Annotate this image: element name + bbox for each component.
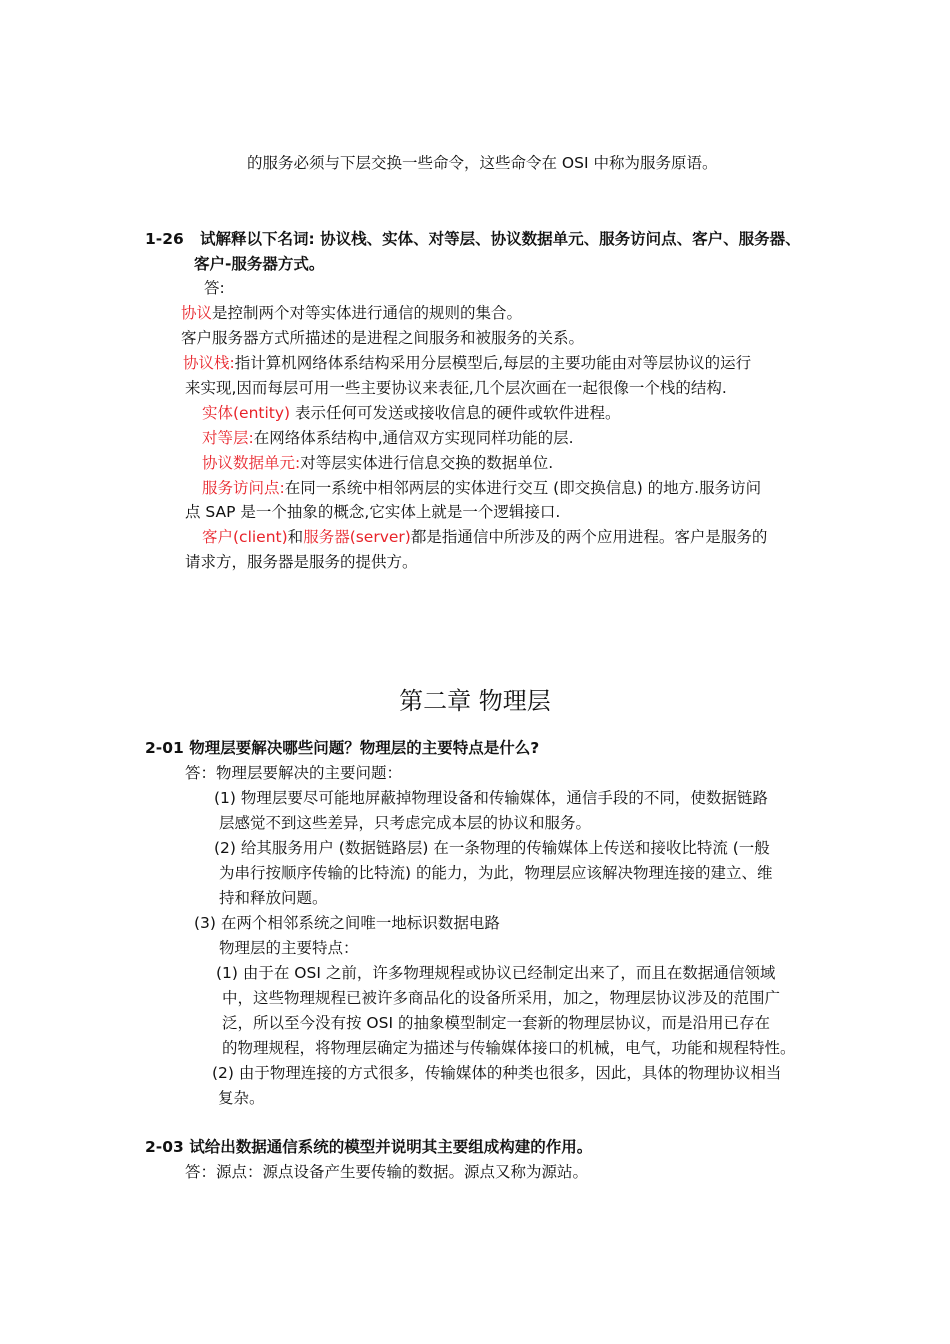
problem-2-line-3: 持和释放问题。 xyxy=(219,889,328,907)
continuation-text: 的服务必须与下层交换一些命令，这些命令在 OSI 中称为服务原语。 xyxy=(247,154,718,172)
sap-definition-cont: 点 SAP 是一个抽象的概念,它实体上就是一个逻辑接口. xyxy=(185,503,561,521)
question-1-26-heading xyxy=(145,229,801,249)
problem-1-line-2: 层感觉不到这些差异，只考虑完成本层的协议和服务。 xyxy=(219,814,592,832)
chapter-title: 第二章 物理层 xyxy=(399,687,551,715)
protocol-definition xyxy=(181,303,522,323)
entity-definition xyxy=(202,403,621,423)
definition-text: 指计算机网络体系结构采用分层模型后,每层的主要功能由对等层协议的运行 xyxy=(234,354,752,372)
feature-1-line-4: 的物理规程，将物理层确定为描述与传输媒体接口的机械，电气，功能和规程特性。 xyxy=(222,1039,796,1057)
feature-2-line-2: 复杂。 xyxy=(218,1089,265,1107)
definition-text: 是控制两个对等实体进行通信的规则的集合。 xyxy=(212,304,523,322)
term-entity: 实体(entity) xyxy=(202,404,291,422)
term-sap: 服务访问点: xyxy=(202,479,285,497)
sap-definition xyxy=(202,478,761,498)
definition-text: 表示任何可发送或接收信息的硬件或软件进程。 xyxy=(290,404,621,422)
question-number: 2-01 xyxy=(145,739,184,757)
question-number: 1-26 xyxy=(145,230,184,248)
pdu-definition xyxy=(202,453,553,473)
question-title: 试给出数据通信系统的模型并说明其主要组成构建的作用。 xyxy=(189,1138,593,1156)
term-server: 服务器(server) xyxy=(303,528,411,546)
feature-1-line-1: (1) 由于在 OSI 之前，许多物理规程或协议已经制定出来了，而且在数据通信领域 xyxy=(216,964,776,982)
definition-text: 在同一系统中相邻两层的实体进行交互 (即交换信息) 的地方.服务访问 xyxy=(284,479,762,497)
feature-1-line-2: 中，这些物理规程已被许多商品化的设备所采用，加之，物理层协议涉及的范围广 xyxy=(222,989,781,1007)
problem-3: (3) 在两个相邻系统之间唯一地标识数据电路 xyxy=(194,914,500,932)
and-word: 和 xyxy=(287,528,304,546)
features-label: 物理层的主要特点： xyxy=(219,939,359,957)
feature-2-line-1: (2) 由于物理连接的方式很多，传输媒体的种类也很多，因此，具体的物理协议相当 xyxy=(212,1064,782,1082)
term-protocol: 协议 xyxy=(181,304,213,322)
definition-text: 对等层实体进行信息交换的数据单位. xyxy=(300,454,554,472)
question-2-03-heading xyxy=(145,1137,592,1157)
client-server-definition xyxy=(202,527,767,547)
term-pdu: 协议数据单元: xyxy=(202,454,301,472)
term-peer-layer: 对等层: xyxy=(202,429,254,447)
definition-text: 都是指通信中所涉及的两个应用进程。客户是服务的 xyxy=(410,528,768,546)
client-server-sentence: 客户服务器方式所描述的是进程之间服务和被服务的关系。 xyxy=(181,329,585,347)
answer-intro: 答：物理层要解决的主要问题： xyxy=(185,764,403,782)
peer-layer-definition xyxy=(202,428,574,448)
feature-1-line-3: 泛，所以至今没有按 OSI 的抽象模型制定一套新的物理层协议，而是沿用已存在 xyxy=(222,1014,770,1032)
answer-source: 答：源点：源点设备产生要传输的数据。源点又称为源站。 xyxy=(185,1163,589,1181)
problem-2-line-2: 为串行按顺序传输的比特流) 的能力，为此，物理层应该解决物理连接的建立、维 xyxy=(219,864,773,882)
question-title: 物理层要解决哪些问题？物理层的主要特点是什么? xyxy=(189,739,540,757)
problem-2-line-1: (2) 给其服务用户 (数据链路层) 在一条物理的传输媒体上传送和接收比特流 (一般 xyxy=(214,839,770,857)
problem-1-line-1: (1) 物理层要尽可能地屏蔽掉物理设备和传输媒体，通信手段的不同，使数据链路 xyxy=(214,789,768,807)
client-server-definition-cont: 请求方，服务器是服务的提供方。 xyxy=(185,553,418,571)
question-title-cont: 客户-服务器方式。 xyxy=(194,255,325,273)
question-title: 试解释以下名词: 协议栈、实体、对等层、协议数据单元、服务访问点、客户、服务器、 xyxy=(200,230,801,248)
question-2-01-heading xyxy=(145,738,539,758)
protocol-stack-definition xyxy=(183,353,751,373)
protocol-stack-definition-cont: 来实现,因而每层可用一些主要协议来表征,几个层次画在一起很像一个栈的结构. xyxy=(185,379,727,397)
definition-text: 在网络体系结构中,通信双方实现同样功能的层. xyxy=(253,429,574,447)
term-client: 客户(client) xyxy=(202,528,288,546)
term-protocol-stack: 协议栈: xyxy=(183,354,235,372)
question-number: 2-03 xyxy=(145,1138,184,1156)
answer-label: 答: xyxy=(204,279,225,297)
